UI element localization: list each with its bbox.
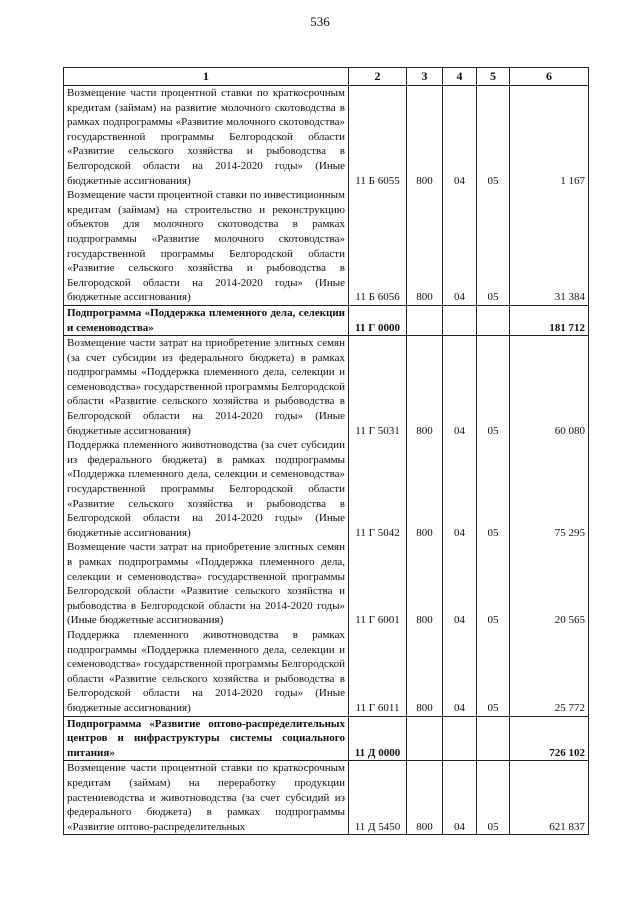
row-pr-cell: 05 bbox=[477, 761, 510, 835]
row-sum-cell: 621 837 bbox=[510, 761, 589, 835]
row-vr-cell: 800 bbox=[407, 761, 443, 835]
col-header-5: 5 bbox=[477, 68, 510, 86]
row-code-cell: 11 Д 0000 bbox=[349, 716, 407, 761]
row-code-cell: 11 Г 6001 bbox=[349, 540, 407, 628]
row-name-cell: Подпрограмма «Поддержка племенного дела, селекции и семеноводства» bbox=[64, 305, 349, 335]
row-rz-cell: 04 bbox=[443, 761, 477, 835]
row-vr-cell: 800 bbox=[407, 188, 443, 305]
row-vr-cell bbox=[407, 716, 443, 761]
row-sum-cell: 726 102 bbox=[510, 716, 589, 761]
row-name-cell: Возмещение части процентной ставки по инвестиционным кредитам (займам) на строительство и реконструкцию объектов для молочного скотоводства в рамках подпрограммы «Развитие молочного скотоводства» государственной программы Белгородской области «Развитие сельского хозяйства и рыбоводства в Белгородской области на 2014-2020 годы» (Иные бюджетные ассигнования) bbox=[64, 188, 349, 305]
row-name-cell: Возмещение части процентной ставки по краткосрочным кредитам (займам) на развитие молочного скотоводства в рамках подпрограммы «Развитие молочного скотоводства» государственной программы Белгородской области «Развитие сельского хозяйства и рыбоводства в Белгородской области на 2014-2020 годы» (Иные бюджетные ассигнования) bbox=[64, 86, 349, 189]
col-header-3: 3 bbox=[407, 68, 443, 86]
row-pr-cell: 05 bbox=[477, 336, 510, 439]
col-header-2: 2 bbox=[349, 68, 407, 86]
col-header-4: 4 bbox=[443, 68, 477, 86]
table-row bbox=[64, 188, 589, 305]
row-code-cell: 11 Г 6011 bbox=[349, 628, 407, 716]
row-rz-cell: 04 bbox=[443, 438, 477, 540]
row-rz-cell: 04 bbox=[443, 336, 477, 439]
row-vr-cell: 800 bbox=[407, 438, 443, 540]
row-rz-cell: 04 bbox=[443, 628, 477, 716]
row-sum-cell: 20 565 bbox=[510, 540, 589, 628]
table-row bbox=[64, 438, 589, 540]
row-sum-cell: 181 712 bbox=[510, 305, 589, 335]
row-name-cell: Возмещение части затрат на приобретение элитных семян (за счет субсидии из федерального бюджета) в рамках подпрограммы «Поддержка племенного дела, селекции и семеноводства» государственной программы Белгородской области «Развитие сельского хозяйства и рыбоводства в Белгородской области на 2014-2020 годы» (Иные бюджетные ассигнования) bbox=[64, 336, 349, 439]
col-header-1: 1 bbox=[64, 68, 349, 86]
subprogram-row bbox=[64, 305, 589, 335]
row-name-cell: Возмещение части процентной ставки по краткосрочным кредитам (займам) на переработку продукции растениеводства и животноводства (за счет субсидий из федерального бюджета) в рамках подпрограммы «Развитие оптово-распределительных bbox=[64, 761, 349, 835]
row-pr-cell: 05 bbox=[477, 540, 510, 628]
row-code-cell: 11 Г 0000 bbox=[349, 305, 407, 335]
table-row bbox=[64, 86, 589, 189]
page-number: 536 bbox=[310, 14, 330, 29]
subprogram-row bbox=[64, 716, 589, 761]
row-vr-cell: 800 bbox=[407, 628, 443, 716]
row-vr-cell: 800 bbox=[407, 336, 443, 439]
row-name-cell: Поддержка племенного животноводства в рамках подпрограммы «Поддержка племенного дела, селекции и семеноводства» государственной программы Белгородской области «Развитие сельского хозяйства и рыбоводства в Белгородской области на 2014-2020 годы» (Иные бюджетные ассигнования) bbox=[64, 628, 349, 716]
row-pr-cell bbox=[477, 305, 510, 335]
table-row bbox=[64, 628, 589, 716]
col-header-6: 6 bbox=[510, 68, 589, 86]
row-pr-cell bbox=[477, 716, 510, 761]
row-pr-cell: 05 bbox=[477, 86, 510, 189]
row-sum-cell: 75 295 bbox=[510, 438, 589, 540]
row-code-cell: 11 Д 5450 bbox=[349, 761, 407, 835]
row-vr-cell: 800 bbox=[407, 86, 443, 189]
row-vr-cell: 800 bbox=[407, 540, 443, 628]
table-row bbox=[64, 540, 589, 628]
table-row bbox=[64, 761, 589, 835]
row-rz-cell: 04 bbox=[443, 540, 477, 628]
row-sum-cell: 60 080 bbox=[510, 336, 589, 439]
row-sum-cell: 25 772 bbox=[510, 628, 589, 716]
row-vr-cell bbox=[407, 305, 443, 335]
row-name-cell: Поддержка племенного животноводства (за счет субсидии из федерального бюджета) в рамках подпрограммы «Поддержка племенного дела, селекции и семеноводства» государственной программы Белгородской области «Развитие сельского хозяйства и рыбоводства в Белгородской области на 2014-2020 годы» (Иные бюджетные ассигнования) bbox=[64, 438, 349, 540]
row-name-cell: Возмещение части затрат на приобретение элитных семян в рамках подпрограммы «Поддержка племенного дела, селекции и семеноводства» государственной программы Белгородской области «Развитие сельского хозяйства и рыбоводства в Белгородской области на 2014-2020 годы» (Иные бюджетные ассигнования) bbox=[64, 540, 349, 628]
row-name-cell: Подпрограмма «Развитие оптово-распределительных центров и инфраструктуры системы социального питания» bbox=[64, 716, 349, 761]
row-code-cell: 11 Б 6056 bbox=[349, 188, 407, 305]
row-rz-cell: 04 bbox=[443, 86, 477, 189]
row-rz-cell bbox=[443, 716, 477, 761]
row-sum-cell: 1 167 bbox=[510, 86, 589, 189]
budget-table bbox=[63, 67, 589, 835]
row-rz-cell: 04 bbox=[443, 188, 477, 305]
row-code-cell: 11 Г 5042 bbox=[349, 438, 407, 540]
row-code-cell: 11 Г 5031 bbox=[349, 336, 407, 439]
row-pr-cell: 05 bbox=[477, 438, 510, 540]
row-code-cell: 11 Б 6055 bbox=[349, 86, 407, 189]
table-row bbox=[64, 336, 589, 439]
row-pr-cell: 05 bbox=[477, 188, 510, 305]
row-sum-cell: 31 384 bbox=[510, 188, 589, 305]
row-rz-cell bbox=[443, 305, 477, 335]
row-pr-cell: 05 bbox=[477, 628, 510, 716]
table-header-row bbox=[64, 68, 589, 86]
